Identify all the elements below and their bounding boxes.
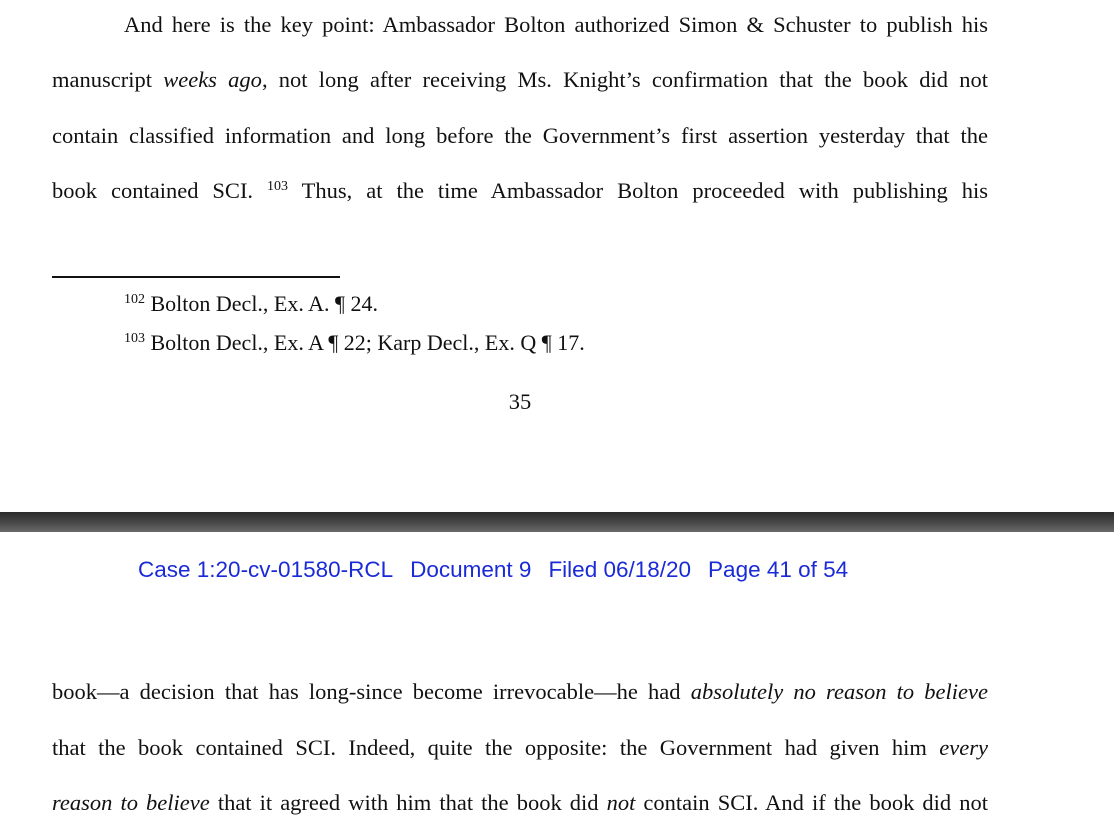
emphasized-text: reason to believe (52, 790, 210, 815)
body-text-line (52, 122, 988, 150)
body-text-line (52, 678, 988, 706)
body-text-line (52, 789, 988, 817)
footnote-reference: 103 (267, 179, 289, 194)
body-text: that it agreed with him that the book did (209, 790, 607, 815)
case-header (138, 556, 848, 584)
body-text: book—a decision that has long-since become irrevocable—he had (52, 679, 691, 704)
footnote-separator (52, 276, 340, 278)
footnote-text: Bolton Decl., Ex. A ¶ 22; Karp Decl., Ex. Q ¶ 17. (150, 330, 585, 355)
body-text-line (52, 734, 988, 762)
document-number: Document 9 (410, 557, 532, 582)
footnote (124, 329, 585, 357)
body-text: And here is the key point: Ambassador Bolton authorized Simon & Schuster to publish his (124, 12, 988, 37)
body-text-line (52, 66, 988, 94)
body-text: that the book contained SCI. Indeed, quite the opposite: the Government had given him (52, 735, 940, 760)
case-number: Case 1:20-cv-01580-RCL (138, 557, 394, 582)
emphasized-text: every (939, 735, 988, 760)
emphasized-text: weeks ago (163, 67, 262, 92)
footnote-number: 103 (124, 331, 145, 346)
filed-date: Filed 06/18/20 (548, 557, 692, 582)
page-number: 35 (508, 389, 532, 414)
emphasized-text: not (606, 790, 636, 815)
body-text: Thus, at the time Ambassador Bolton proceeded with publishing his (288, 178, 988, 203)
body-text-line (124, 11, 988, 39)
footnote-number: 102 (124, 292, 145, 307)
page-separator (0, 512, 1114, 532)
footnote (124, 290, 378, 318)
body-text: book contained SCI. (52, 178, 268, 203)
emphasized-text: absolutely no reason to believe (690, 679, 988, 704)
page-count: Page 41 of 54 (708, 557, 849, 582)
body-text: manuscript (52, 67, 164, 92)
footnote-text: Bolton Decl., Ex. A. ¶ 24. (150, 291, 379, 316)
body-text: , not long after receiving Ms. Knight’s confirmation that the book did not (261, 67, 988, 92)
body-text: contain SCI. And if the book did not (635, 790, 988, 815)
body-text: contain classified information and long before the Government’s first assertion yesterday that the (52, 123, 988, 148)
body-text-line (52, 177, 988, 205)
